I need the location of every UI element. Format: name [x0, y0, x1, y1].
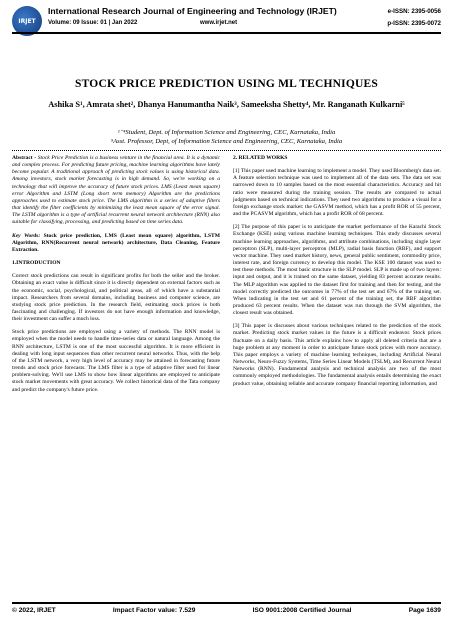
- section-heading-introduction: 1.INTRODUCTION: [12, 260, 61, 267]
- intro-paragraph-2: Stock price predictions are employed using a variety of methods. The RNN model is employed when the model needs to handle time-series data or natural language. Among the RNN architecture, LSTM is one of the most successful algorithm. It is more efficient in dealing with long input sequences than other recurrent neural networks. Thus, with the help of the LSTM network, a very high level of accuracy may be attained in forecasting future trends and stock price forecasts. The LMS filter is a type of adaptive filter used for linear problem-solving. We'll use LMS to show how linear algorithms are employed to anticipate stock market movements with great accuracy. We collect historical data of the Tata company and predict the company's future price.: [12, 329, 220, 393]
- right-column: [233, 155, 441, 394]
- related-paragraph-2: [2] The purpose of this paper is to anticipate the market performance of the Karachi Stock Exchange (KSE) using various machine learning techniques. This study discusses several machine learning approaches, algorithms, and attribute combinations, including single layer perceptron (SLP), multi-layer perceptron (MLP), radial basis function (RBF), and support vector machine. They used market history, news, general public sentiment, commodity price, interest rate, and foreign currency to develop this model. The KSE 100 dataset was used to test these methods. The most basic structure is the SLP model. SLP is made up of two layers: input and output, and it is trained on the same dataset, yielding 83 percent accurate results. The MLP algorithm was applied to the dataset first for training and then for testing, and the model correctly predicted the outcomes in 77% of the test set and 67% of the training set. When indicating in the test set and 61 percent of the training set, the RBF algorithm produced 63 percent results. When the dataset was run through the SVM algorithm, the closest result was obtained.: [233, 224, 441, 317]
- footer-rule: [12, 602, 441, 604]
- author-list: Ashika S¹, Amrata shet², Dhanya Hanumantha Naik³, Sameeksha Shetty⁴, Mr. Ranganath Kulkarni⁵: [48, 100, 405, 109]
- journal-name: International Research Journal of Engineering and Technology (IRJET): [48, 6, 337, 16]
- eissn: e-ISSN: 2395-0056: [387, 8, 441, 15]
- left-column: [12, 155, 220, 400]
- paper-title: STOCK PRICE PREDICTION USING ML TECHNIQUES: [75, 78, 378, 90]
- affiliation-2: ⁵Asst. Professor, Dept, of Information Science and Engineering, CEC, Karnataka, India: [110, 138, 343, 145]
- keywords-label: Key Words:: [12, 232, 41, 239]
- keywords: [12, 233, 220, 254]
- abstract: [12, 155, 220, 227]
- related-paragraph-1: [1] This paper used machine learning to implement a model. They used Bloomberg's data set. A feature selection technique was used to implement all of the data sets. The data set was narrowed down to 10 samples based on the most essential characteristics. Accuracy and hit ratio were measured during the training session. The results are compared to actual judgments based on technical indications. They used two algorithms to produce a visual for a foreign exchange stock market: the GASVM method, which has a profit ROR of 55 percent, and the PCASVM algorithm, which has a profit ROR of 68 percent.: [233, 168, 441, 218]
- footer-page-number: Page 1639: [408, 607, 441, 614]
- section-heading-related-works: 2. RELATED WORKS: [233, 155, 288, 161]
- footer-copyright: © 2022, IRJET: [12, 607, 56, 614]
- footer-iso: ISO 9001:2008 Certified Journal: [252, 607, 352, 614]
- keywords-text: Stock price prediction, LMS (Least mean square) algorithm, LSTM Algorithm, RNN(Recurrent neural network) architecture, Data Cleaning, Feature Extraction.: [12, 232, 220, 253]
- pissn: p-ISSN: 2395-0072: [387, 20, 441, 27]
- header-rule: [12, 32, 441, 34]
- dotted-separator: [12, 150, 441, 151]
- related-paragraph-3: [3] This paper is discusses about various techniques related to the prediction of the stock market. Predicting stock market values in the future is a difficult endeavor. Stock prices fluctuate on a daily basis. This article explains how to apply all deleted criteria that are a huge problem at any moment in order to anticipate future stock prices with more accuracy. This paper employs a variety of machine learning techniques, including Artificial Neural Networks, Neuro-Fuzzy Systems, Time Series Linear Models (TSLM), and Recurrent Neural Networks (RNN). Fundamental analysis and technical analysis are two of the most commonly employed methodologies. The fundamental analysis entails determining the exact product value, obtaining reliable and accurate company financial reporting information, and: [233, 323, 441, 387]
- irjet-logo: IRJET: [12, 6, 42, 36]
- intro-paragraph-1: Correct stock predictions can result in significant profits for both the seller and the broker. Obtaining an exact value is difficult since it is directly dependent on external factors such as the economic, social, psychological, and political areas, all of which have a substantial impact. Researchers from several domains, including business and computer science, are studying stock price prediction. In the research field, estimating stock prices is both fascinating and challenging. If investors do not have enough information and knowledge, their investment can suffer a much loss.: [12, 273, 220, 323]
- abstract-label: Abstract -: [12, 155, 37, 161]
- affiliation-1: ¹⁻⁴Student, Dept. of Information Science and Engineering, CEC, Karnataka, India: [117, 129, 336, 136]
- journal-website[interactable]: www.irjet.net: [200, 20, 238, 26]
- page-footer: [12, 607, 441, 614]
- footer-impact-factor: Impact Factor value: 7.529: [112, 607, 196, 614]
- abstract-text: Stock Price Prediction is a business venture in the financial area. It is a dynamic and complex process. For predicting future pricing, machine learning algorithms have lately become popular. A traditional approach of predicting stock values is using historical data. Among investors, stock market forecasting is in high demand. So, we're working on a technology that will improve the accuracy of future stock prices. LMS (Least mean square) error Algorithm and LSTM (Long short term memory) Algorithm are the predictions approaches used to estimate stock price. The LMS algorithm is a series of adaptive filters that identify the filter coefficients by minimizing the least mean square of the error signal. The LSTM algorithm is a type of artificial recurrent neural network architecture (RNN) also suitable for classifying, processing, and predicting based on time series data.: [12, 155, 220, 226]
- volume-issue: Volume: 09 Issue: 01 | Jan 2022: [48, 20, 138, 26]
- journal-header: [0, 0, 453, 40]
